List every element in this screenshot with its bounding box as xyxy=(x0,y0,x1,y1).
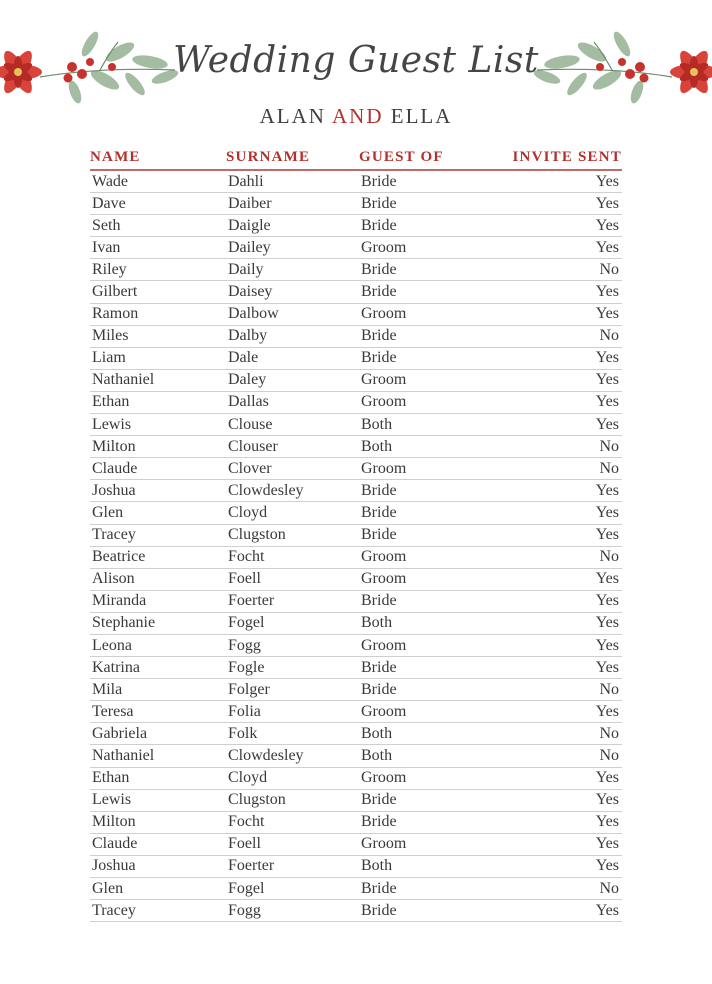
table-row xyxy=(90,547,622,569)
guest-of-cell: Both xyxy=(361,857,393,875)
name-cell: Gilbert xyxy=(92,283,138,301)
table-row xyxy=(90,834,622,856)
invite-sent-cell: Yes xyxy=(595,172,619,190)
surname-cell: Daily xyxy=(228,260,264,278)
surname-cell: Clouser xyxy=(228,437,278,455)
guest-of-cell: Groom xyxy=(361,393,407,411)
table-row xyxy=(90,502,622,524)
table-row xyxy=(90,591,622,613)
name-cell: Ivan xyxy=(92,238,121,256)
name-cell: Joshua xyxy=(92,857,136,875)
surname-cell: Dahli xyxy=(228,172,264,190)
table-row xyxy=(90,259,622,281)
surname-cell: Folia xyxy=(228,702,261,720)
invite-sent-cell: Yes xyxy=(595,283,619,301)
table-row xyxy=(90,348,622,370)
guest-of-cell: Bride xyxy=(361,813,397,831)
name-cell: Seth xyxy=(92,216,121,234)
surname-cell: Fogel xyxy=(228,614,265,632)
table-row xyxy=(90,171,622,193)
guest-of-cell: Both xyxy=(361,746,393,764)
invite-sent-cell: No xyxy=(599,548,619,566)
table-row xyxy=(90,657,622,679)
invite-sent-cell: Yes xyxy=(595,194,619,212)
surname-cell: Dale xyxy=(228,349,259,367)
table-row xyxy=(90,392,622,414)
surname-cell: Dallas xyxy=(228,393,269,411)
guest-of-cell: Bride xyxy=(361,680,397,698)
invite-sent-cell: No xyxy=(599,879,619,897)
invite-sent-cell: No xyxy=(599,724,619,742)
guest-of-cell: Groom xyxy=(361,702,407,720)
invite-sent-cell: Yes xyxy=(595,526,619,544)
table-row xyxy=(90,193,622,215)
table-row xyxy=(90,304,622,326)
invite-sent-cell: Yes xyxy=(595,901,619,919)
guest-of-cell: Bride xyxy=(361,216,397,234)
name-cell: Mila xyxy=(92,680,123,698)
page-title: Wedding Guest List xyxy=(173,40,539,81)
invite-sent-cell: Yes xyxy=(595,371,619,389)
surname-cell: Foerter xyxy=(228,592,275,610)
table-row xyxy=(90,281,622,303)
table-row xyxy=(90,237,622,259)
surname-cell: Fogel xyxy=(228,879,265,897)
surname-cell: Foell xyxy=(228,570,261,588)
guest-of-cell: Both xyxy=(361,614,393,632)
name-cell: Tracey xyxy=(92,526,136,544)
surname-cell: Daley xyxy=(228,371,267,389)
guest-of-cell: Groom xyxy=(361,636,407,654)
invite-sent-cell: No xyxy=(599,459,619,477)
table-row xyxy=(90,458,622,480)
guest-of-cell: Both xyxy=(361,724,393,742)
name-cell: Leona xyxy=(92,636,132,654)
guest-of-cell: Groom xyxy=(361,238,407,256)
guest-of-cell: Both xyxy=(361,437,393,455)
name-cell: Miles xyxy=(92,327,129,345)
name-cell: Lewis xyxy=(92,791,132,809)
invite-sent-cell: Yes xyxy=(595,570,619,588)
surname-cell: Cloyd xyxy=(228,503,268,521)
guest-table xyxy=(90,146,622,922)
invite-sent-cell: Yes xyxy=(595,393,619,411)
guest-of-cell: Groom xyxy=(361,835,407,853)
invite-sent-cell: Yes xyxy=(595,857,619,875)
surname-cell: Clugston xyxy=(228,526,286,544)
couple-and: AND xyxy=(332,104,384,128)
invite-sent-cell: No xyxy=(599,746,619,764)
surname-cell: Foerter xyxy=(228,857,275,875)
couple-names xyxy=(0,104,712,129)
table-row xyxy=(90,326,622,348)
table-row xyxy=(90,414,622,436)
invite-sent-cell: Yes xyxy=(595,238,619,256)
guest-of-cell: Bride xyxy=(361,879,397,897)
name-cell: Katrina xyxy=(92,658,140,676)
table-row xyxy=(90,856,622,878)
table-row xyxy=(90,900,622,922)
surname-cell: Fogg xyxy=(228,901,261,919)
name-cell: Riley xyxy=(92,260,127,278)
name-cell: Teresa xyxy=(92,702,134,720)
name-cell: Joshua xyxy=(92,481,136,499)
invite-sent-cell: Yes xyxy=(595,813,619,831)
guest-of-cell: Bride xyxy=(361,503,397,521)
table-header xyxy=(90,146,622,171)
surname-cell: Fogg xyxy=(228,636,261,654)
couple-first-name: ALAN xyxy=(259,104,326,128)
couple-second-name: ELLA xyxy=(390,104,453,128)
name-cell: Glen xyxy=(92,503,124,521)
name-cell: Tracey xyxy=(92,901,136,919)
table-row xyxy=(90,768,622,790)
guest-of-cell: Bride xyxy=(361,658,397,676)
guest-of-cell: Both xyxy=(361,415,393,433)
invite-sent-cell: Yes xyxy=(595,481,619,499)
name-cell: Ramon xyxy=(92,305,139,323)
invite-sent-cell: Yes xyxy=(595,349,619,367)
guest-of-cell: Groom xyxy=(361,371,407,389)
invite-sent-cell: Yes xyxy=(595,592,619,610)
surname-cell: Focht xyxy=(228,548,265,566)
name-cell: Stephanie xyxy=(92,614,156,632)
name-cell: Ethan xyxy=(92,393,130,411)
name-cell: Nathaniel xyxy=(92,746,155,764)
table-row xyxy=(90,745,622,767)
table-row xyxy=(90,812,622,834)
header-name: NAME xyxy=(90,148,141,165)
invite-sent-cell: Yes xyxy=(595,614,619,632)
invite-sent-cell: Yes xyxy=(595,503,619,521)
header-guest-of: GUEST OF xyxy=(359,148,444,165)
invite-sent-cell: Yes xyxy=(595,216,619,234)
name-cell: Ethan xyxy=(92,769,130,787)
surname-cell: Folger xyxy=(228,680,270,698)
surname-cell: Dalbow xyxy=(228,305,279,323)
surname-cell: Fogle xyxy=(228,658,265,676)
name-cell: Glen xyxy=(92,879,124,897)
name-cell: Gabriela xyxy=(92,724,148,742)
name-cell: Milton xyxy=(92,813,136,831)
name-cell: Claude xyxy=(92,835,138,853)
invite-sent-cell: No xyxy=(599,327,619,345)
name-cell: Alison xyxy=(92,570,135,588)
invite-sent-cell: No xyxy=(599,680,619,698)
guest-of-cell: Groom xyxy=(361,570,407,588)
surname-cell: Clouse xyxy=(228,415,273,433)
invite-sent-cell: Yes xyxy=(595,791,619,809)
guest-of-cell: Bride xyxy=(361,481,397,499)
name-cell: Claude xyxy=(92,459,138,477)
guest-of-cell: Groom xyxy=(361,769,407,787)
table-row xyxy=(90,701,622,723)
name-cell: Wade xyxy=(92,172,129,190)
name-cell: Dave xyxy=(92,194,126,212)
surname-cell: Dailey xyxy=(228,238,271,256)
invite-sent-cell: Yes xyxy=(595,636,619,654)
surname-cell: Cloyd xyxy=(228,769,268,787)
surname-cell: Clover xyxy=(228,459,272,477)
invite-sent-cell: Yes xyxy=(595,835,619,853)
invite-sent-cell: Yes xyxy=(595,769,619,787)
guest-of-cell: Bride xyxy=(361,901,397,919)
surname-cell: Clowdesley xyxy=(228,481,304,499)
surname-cell: Dalby xyxy=(228,327,268,345)
guest-of-cell: Bride xyxy=(361,327,397,345)
table-row xyxy=(90,370,622,392)
guest-of-cell: Bride xyxy=(361,791,397,809)
invite-sent-cell: No xyxy=(599,260,619,278)
table-row xyxy=(90,635,622,657)
invite-sent-cell: Yes xyxy=(595,415,619,433)
guest-of-cell: Groom xyxy=(361,305,407,323)
guest-of-cell: Bride xyxy=(361,349,397,367)
header-surname: SURNAME xyxy=(226,148,311,165)
invite-sent-cell: Yes xyxy=(595,702,619,720)
surname-cell: Daigle xyxy=(228,216,271,234)
surname-cell: Foell xyxy=(228,835,261,853)
name-cell: Liam xyxy=(92,349,126,367)
table-row xyxy=(90,613,622,635)
invite-sent-cell: No xyxy=(599,437,619,455)
guest-of-cell: Bride xyxy=(361,172,397,190)
invite-sent-cell: Yes xyxy=(595,305,619,323)
table-row xyxy=(90,436,622,458)
invite-sent-cell: Yes xyxy=(595,658,619,676)
name-cell: Beatrice xyxy=(92,548,146,566)
guest-of-cell: Bride xyxy=(361,283,397,301)
surname-cell: Focht xyxy=(228,813,265,831)
surname-cell: Daisey xyxy=(228,283,273,301)
table-body xyxy=(90,171,622,922)
surname-cell: Clowdesley xyxy=(228,746,304,764)
table-row xyxy=(90,215,622,237)
header-invite-sent: INVITE SENT xyxy=(512,148,622,165)
surname-cell: Daiber xyxy=(228,194,272,212)
table-row xyxy=(90,569,622,591)
name-cell: Nathaniel xyxy=(92,371,155,389)
surname-cell: Folk xyxy=(228,724,258,742)
table-row xyxy=(90,679,622,701)
guest-of-cell: Groom xyxy=(361,459,407,477)
guest-of-cell: Bride xyxy=(361,526,397,544)
table-row xyxy=(90,525,622,547)
guest-of-cell: Bride xyxy=(361,260,397,278)
table-row xyxy=(90,878,622,900)
surname-cell: Clugston xyxy=(228,791,286,809)
guest-of-cell: Bride xyxy=(361,194,397,212)
name-cell: Lewis xyxy=(92,415,132,433)
table-row xyxy=(90,480,622,502)
name-cell: Miranda xyxy=(92,592,147,610)
table-row xyxy=(90,723,622,745)
name-cell: Milton xyxy=(92,437,136,455)
guest-of-cell: Groom xyxy=(361,548,407,566)
table-row xyxy=(90,790,622,812)
guest-of-cell: Bride xyxy=(361,592,397,610)
